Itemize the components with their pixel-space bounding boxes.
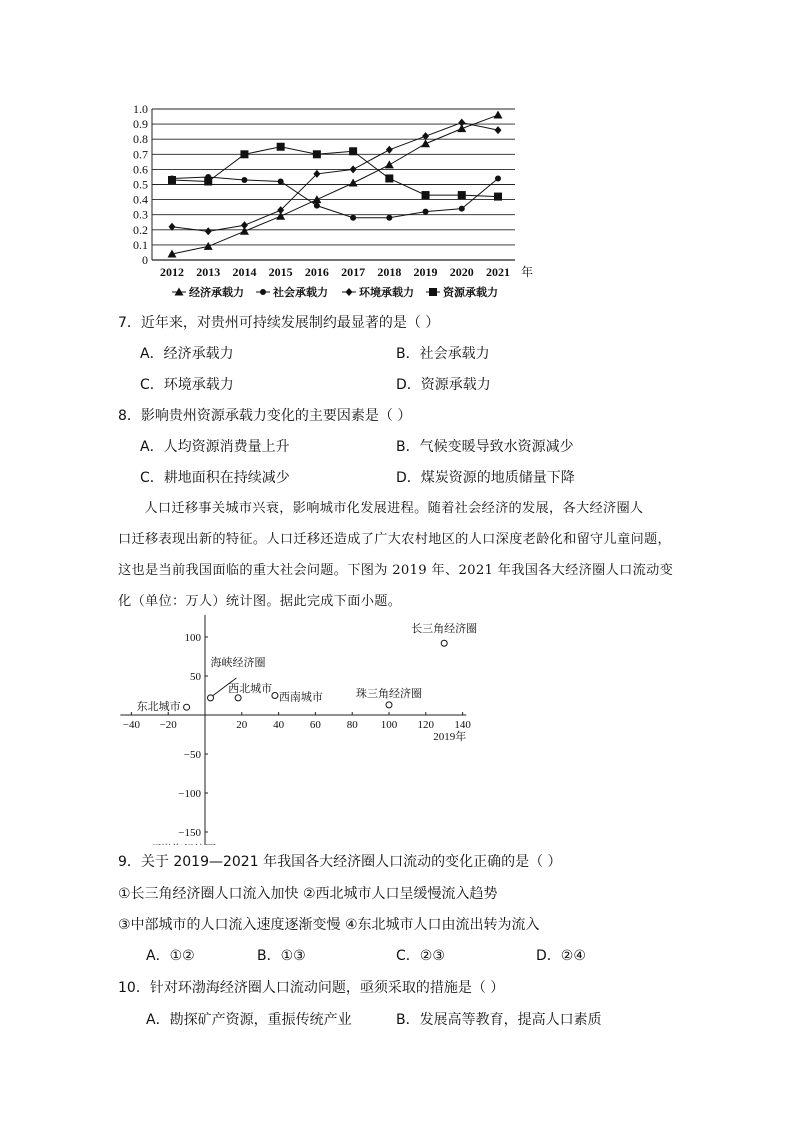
chart2-x-tick: 40 xyxy=(273,719,285,731)
chart1-legend-item xyxy=(342,285,414,299)
chart1-x-tick: 2020 xyxy=(449,265,474,279)
chart2-x-tick: −40 xyxy=(122,719,141,731)
chart1-y-tick: 0.1 xyxy=(133,237,148,252)
chart1-series-triangle xyxy=(168,111,503,258)
chart1-y-tick: 0.2 xyxy=(133,222,148,237)
chart1-point xyxy=(385,174,393,182)
question-10-stem: 10．针对环渤海经济圈人口流动问题，亟须采取的措施是（ ） xyxy=(118,980,505,996)
chart1-series-diamond xyxy=(169,119,502,236)
q9-option-b: B．①③ xyxy=(257,948,306,964)
chart1-y-tick: 0.8 xyxy=(133,132,148,147)
q8-option-c: C．耕地面积在持续减少 xyxy=(140,470,290,486)
chart1-point xyxy=(204,242,213,250)
chart1-point xyxy=(205,227,212,235)
chart1-x-tick: 2019 xyxy=(413,265,438,279)
question-8-stem: 8．影响贵州资源承载力变化的主要因素是（ ） xyxy=(118,408,412,424)
q10-option-a: A．勘探矿产资源，重振传统产业 xyxy=(146,1012,352,1028)
legend-label: 资源承载力 xyxy=(443,287,498,299)
q7-option-b: B．社会承载力 xyxy=(396,346,490,362)
chart1-legend-item xyxy=(172,285,244,299)
passage-line-2: 口迁移表现出新的特征。人口迁移还造成了广大农村地区的人口深度老龄化和留守儿童问题， xyxy=(118,532,671,547)
chart1-y-tick: 0.5 xyxy=(133,177,148,192)
chart1-y-tick-labels xyxy=(133,102,148,267)
q9-option-c: C．②③ xyxy=(396,948,445,964)
chart1-point xyxy=(495,126,502,134)
chart2-point xyxy=(184,704,190,710)
chart1-point xyxy=(278,178,284,184)
chart1-point xyxy=(495,175,501,181)
q10-option-b: B．发展高等教育，提高人口素质 xyxy=(396,1012,602,1028)
chart2-point-group xyxy=(356,686,422,708)
chart1-y-tick: 0.3 xyxy=(133,207,148,222)
chart1-x-tick: 2012 xyxy=(160,265,184,279)
chart2-x-axis-label: 2019年 xyxy=(433,731,467,743)
chart2-x-tick: 100 xyxy=(380,719,398,731)
chart1-point xyxy=(494,111,503,119)
chart1-point xyxy=(277,143,285,151)
q9-option-a: A．①② xyxy=(146,948,195,964)
chart1-x-unit: 年 xyxy=(521,265,534,279)
chart1-x-tick-labels xyxy=(160,264,533,279)
chart2-point xyxy=(235,695,241,701)
chart1-legend-item xyxy=(426,285,498,299)
q9-statements-line-2: ③中部城市的人口流入速度逐渐变慢 ④东北城市人口由流出转为流入 xyxy=(118,917,540,933)
reading-passage xyxy=(118,493,678,617)
chart2-point-label: 东北城市 xyxy=(136,701,181,714)
q9-option-d: D．②④ xyxy=(536,948,586,964)
legend-label: 社会承载力 xyxy=(273,287,328,299)
chart2-point-group xyxy=(137,700,190,713)
chart2-point-label: 珠三角经济圈 xyxy=(356,687,422,700)
chart2-point xyxy=(386,702,392,708)
chart1-point xyxy=(350,215,356,221)
legend-marker xyxy=(429,288,437,296)
q7-option-c: C．环境承载力 xyxy=(140,377,234,393)
chart1-point xyxy=(458,191,466,199)
chart1-x-tick: 2013 xyxy=(196,265,221,279)
chart2-x-tick: 20 xyxy=(236,719,248,731)
carrying-capacity-line-chart xyxy=(0,95,794,310)
chart2-x-tick: 140 xyxy=(454,719,471,731)
q9-statements-line-1: ①长三角经济圈人口流入加快 ②西北城市人口呈缓慢流入趋势 xyxy=(118,886,498,902)
chart1-legend-item xyxy=(256,285,328,299)
chart1-point xyxy=(204,177,212,185)
q7-option-a: A．经济承载力 xyxy=(140,346,234,362)
chart1-x-tick: 2015 xyxy=(268,265,293,279)
chart1-x-tick: 2018 xyxy=(377,265,402,279)
population-flow-scatter-chart xyxy=(0,615,794,845)
chart2-y-tick: 100 xyxy=(184,632,201,644)
chart1-point xyxy=(168,176,176,184)
chart2-point-label xyxy=(150,842,216,845)
chart2-tick-labels xyxy=(123,615,472,845)
chart1-point xyxy=(423,209,429,215)
chart1-series xyxy=(168,111,503,258)
chart1-x-tick: 2016 xyxy=(304,265,329,279)
chart1-point xyxy=(349,147,357,155)
q8-option-b: B．气候变暖导致水资源减少 xyxy=(396,439,574,455)
chart1-y-tick: 0.7 xyxy=(133,147,148,162)
chart1-point xyxy=(422,191,430,199)
chart1-series-line xyxy=(172,177,498,218)
chart1-point xyxy=(458,119,465,127)
passage-line-4: 化（单位：万人）统计图。据此完成下面小题。 xyxy=(118,594,402,609)
chart2-point xyxy=(272,693,278,699)
q8-option-a: A．人均资源消费量上升 xyxy=(140,439,290,455)
legend-label: 经济承载力 xyxy=(189,287,244,299)
chart1-y-tick: 0.9 xyxy=(133,117,148,132)
chart2-x-tick: 60 xyxy=(309,719,321,731)
chart2-y-tick: −100 xyxy=(178,788,201,800)
passage-line-1: 人口迁移事关城市兴衰，影响城市化发展进程。随着社会经济的发展，各大经济圈人 xyxy=(144,501,644,516)
chart1-point xyxy=(459,206,465,212)
chart1-point xyxy=(386,215,392,221)
chart2-point-group xyxy=(411,621,477,646)
chart1-point xyxy=(240,150,248,158)
chart1-legend xyxy=(172,285,498,299)
chart1-point xyxy=(421,139,430,147)
chart1-y-tick: 0.4 xyxy=(133,192,148,207)
question-7-stem: 7．近年来，对贵州可持续发展制约最显著的是（ ） xyxy=(118,315,440,331)
chart1-x-tick: 2017 xyxy=(341,265,366,279)
chart2-point-label: 西北城市 xyxy=(228,682,273,695)
chart1-point xyxy=(241,221,248,229)
chart2-x-tick: 120 xyxy=(417,719,435,731)
chart2-x-tick: −20 xyxy=(159,719,177,731)
chart1-series-circle xyxy=(169,174,501,221)
chart2-point xyxy=(441,640,447,646)
q7-option-d: D．资源承载力 xyxy=(396,377,491,393)
chart1-point xyxy=(385,160,394,168)
chart2-point-label: 海峡经济圈 xyxy=(210,656,266,669)
question-9-stem: 9．关于 2019—2021 年我国各大经济圈人口流动的变化正确的是（ ） xyxy=(118,854,562,870)
chart2-point-group xyxy=(272,691,323,704)
legend-label: 环境承载力 xyxy=(359,287,414,299)
chart1-point xyxy=(349,178,358,186)
chart1-y-tick: 0.6 xyxy=(133,162,148,177)
q8-option-d: D．煤炭资源的地质储量下降 xyxy=(396,470,575,486)
passage-line-3: 这也是当前我国面临的重大社会问题。下图为 2019 年、2021 年我国各大经济圈人口流动变 xyxy=(118,563,674,578)
chart1-y-tick: 1.0 xyxy=(133,102,148,116)
chart1-x-tick: 2021 xyxy=(486,265,510,279)
chart2-point-group xyxy=(228,682,272,701)
chart2-point-label: 长三角经济圈 xyxy=(411,623,478,636)
chart2-x-tick: 80 xyxy=(346,719,358,731)
chart1-y-tick: 0 xyxy=(142,253,148,267)
legend-marker xyxy=(346,288,353,296)
chart1-point xyxy=(312,195,321,203)
chart1-point xyxy=(313,150,321,158)
legend-marker xyxy=(260,289,266,295)
chart1-point xyxy=(314,203,320,209)
chart1-point xyxy=(386,146,393,154)
chart1-point xyxy=(494,193,502,201)
chart1-x-tick: 2014 xyxy=(232,265,257,279)
chart2-y-tick: 50 xyxy=(190,671,201,683)
chart2-y-tick: −50 xyxy=(183,749,201,761)
chart1-point xyxy=(350,165,357,173)
chart2-point-label: 西南城市 xyxy=(278,691,323,704)
chart2-y-tick: −150 xyxy=(178,827,201,839)
chart1-point xyxy=(241,177,247,183)
